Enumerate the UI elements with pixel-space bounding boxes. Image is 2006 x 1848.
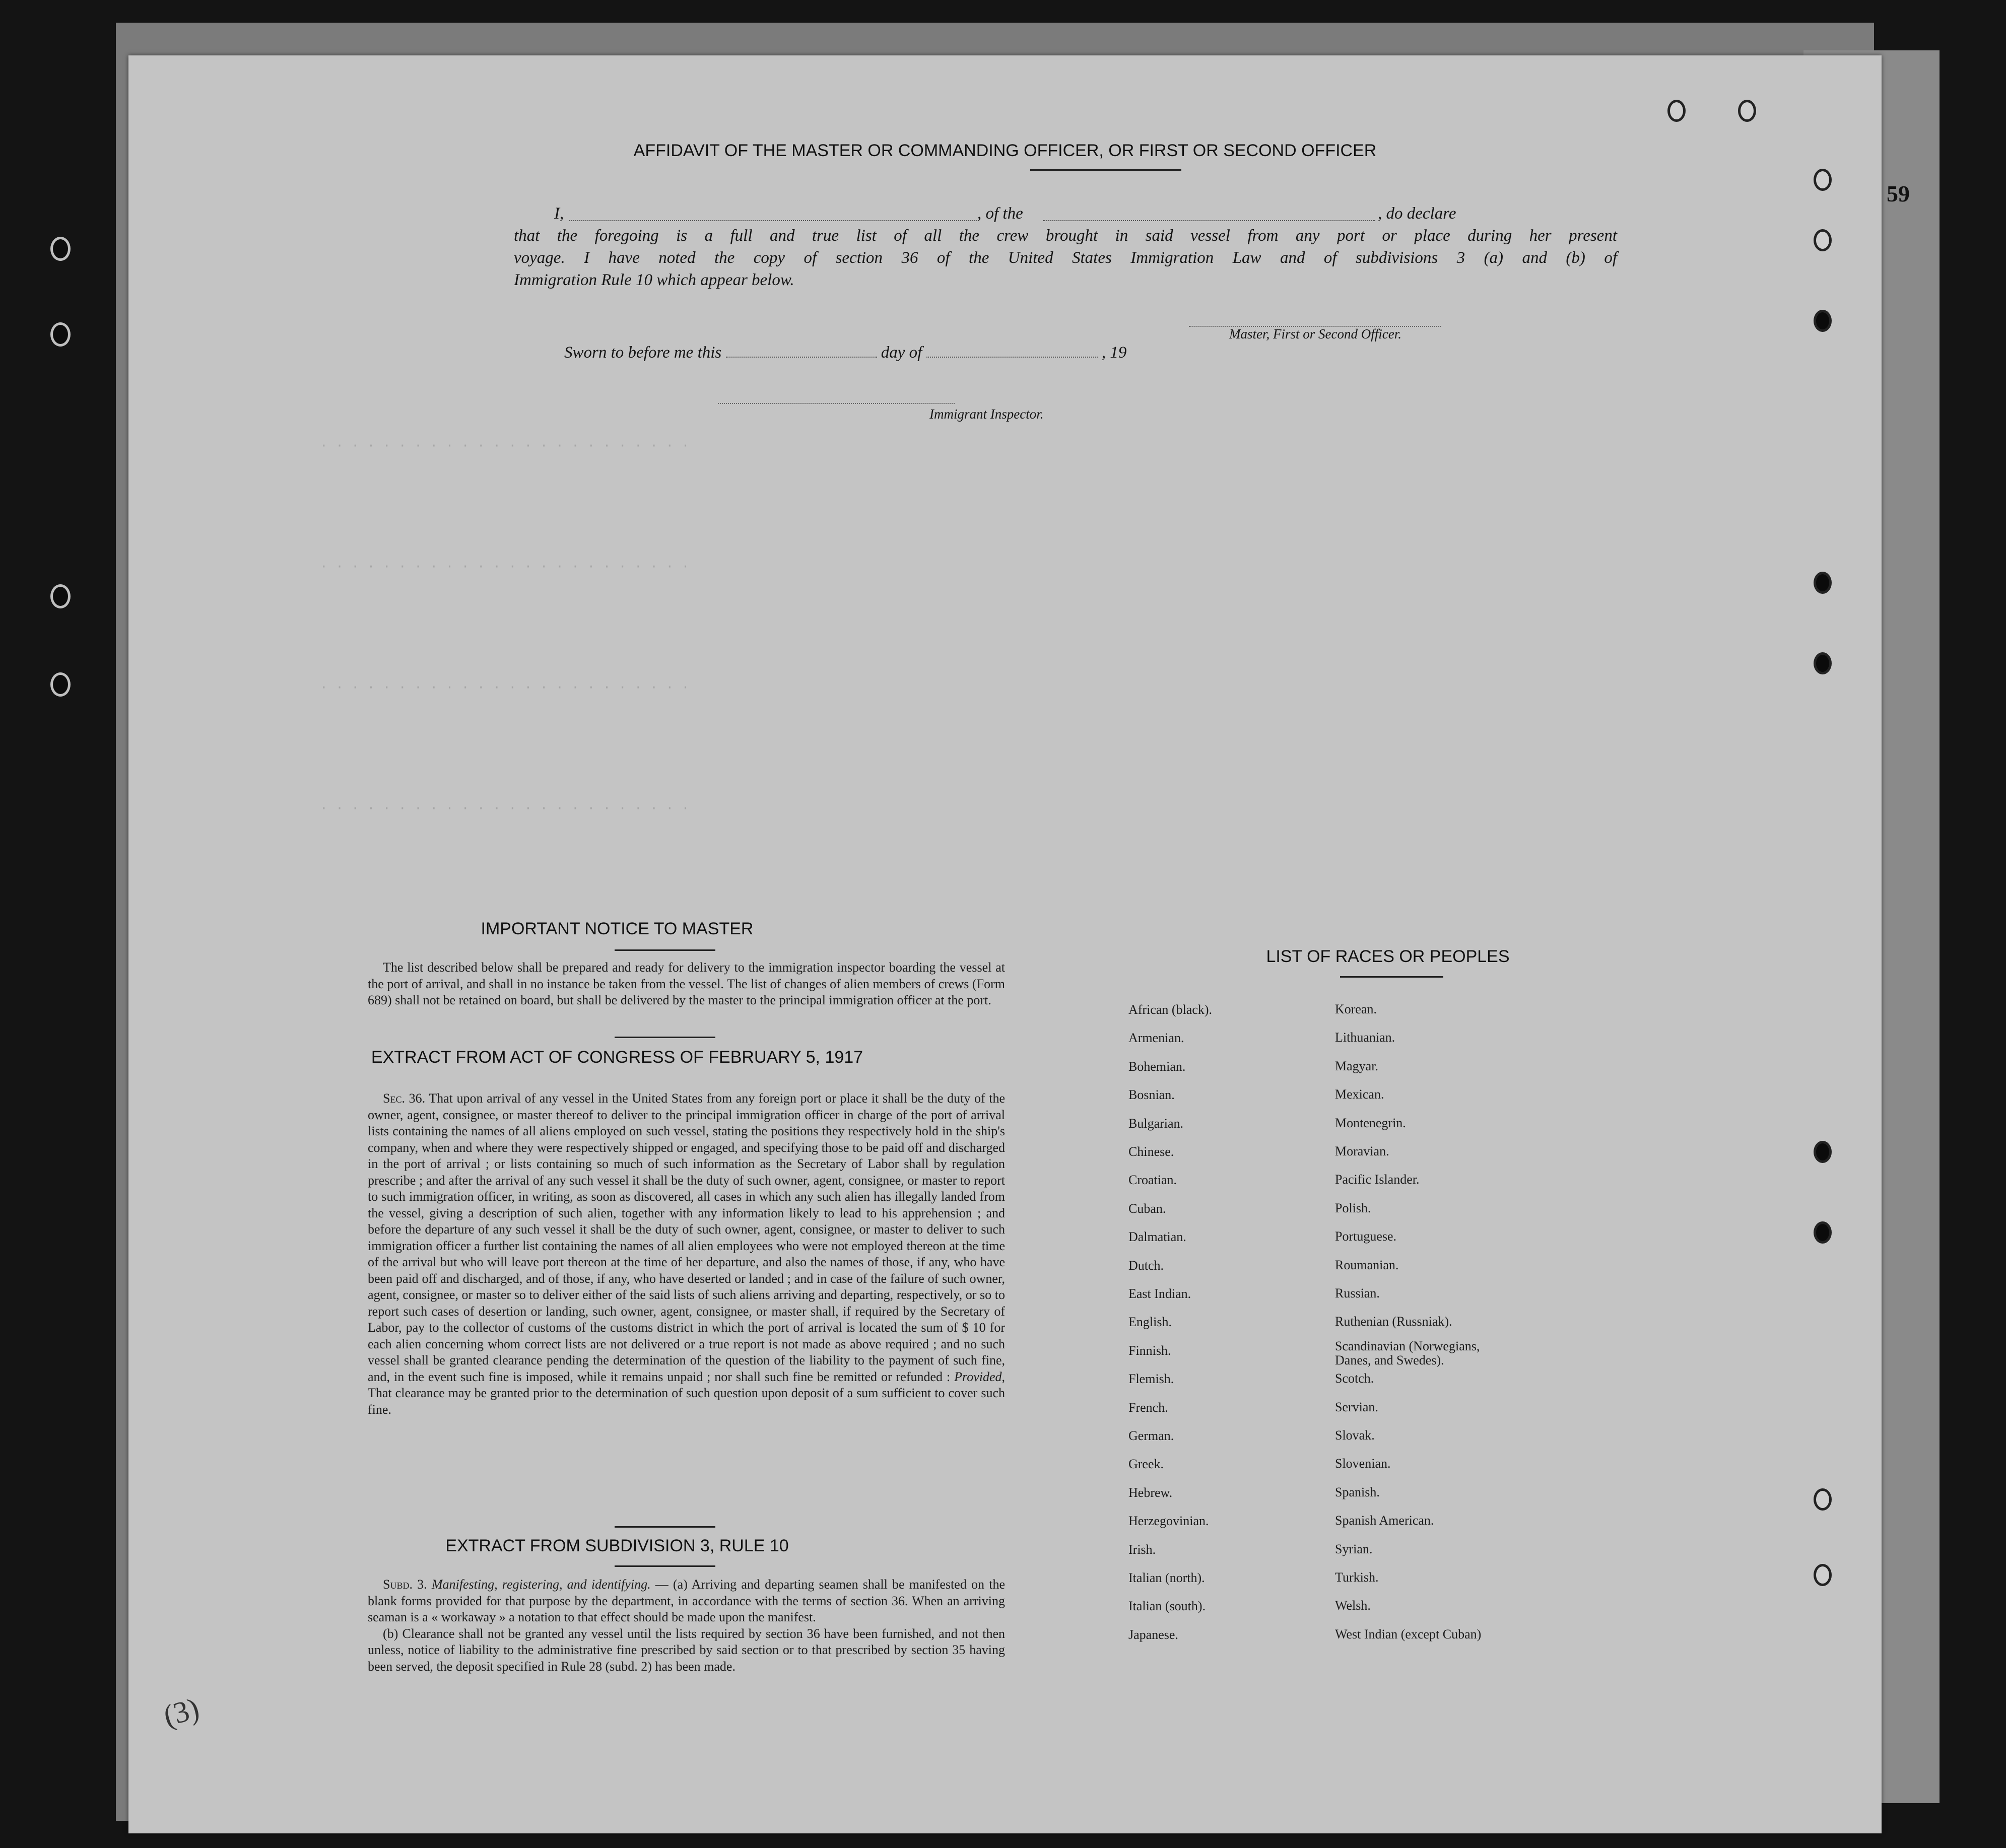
affidavit-body: [514, 202, 1617, 291]
act-extract-body: [368, 1090, 1005, 1418]
affidavit-i: I,: [554, 204, 564, 223]
race-item: Greek.: [1128, 1457, 1164, 1472]
race-item: Servian.: [1335, 1399, 1378, 1414]
binder-hole: [1814, 1564, 1832, 1586]
rule-extract-body: [368, 1577, 1005, 1675]
race-item: Pacific Islander.: [1335, 1172, 1420, 1187]
race-item: Scotch.: [1335, 1371, 1374, 1386]
race-item: Croatian.: [1128, 1173, 1177, 1188]
binder-hole: [50, 322, 71, 347]
subd-a-text: — (a) Arriving and departing seamen shall be manifested on the blank forms provided for that purpose by the department, in accordance with the terms of section 36. When an arriving seaman is a « workaway » a notation to that effect should be made upon the manifest.: [368, 1577, 1006, 1624]
binder-hole: [1738, 100, 1756, 122]
provided-label: Provided,: [954, 1369, 1006, 1384]
inspector-label: Immigrant Inspector.: [929, 406, 1044, 422]
subd-label: Subd. 3.: [383, 1577, 427, 1592]
race-item: East Indian.: [1128, 1286, 1191, 1301]
divider: [615, 1526, 715, 1528]
race-item: Dutch.: [1128, 1258, 1164, 1273]
race-item: Italian (south).: [1128, 1599, 1206, 1614]
act-extract-title: EXTRACT FROM ACT OF CONGRESS OF FEBRUARY 5, 1917: [371, 1048, 863, 1067]
race-item: Moravian.: [1335, 1144, 1389, 1158]
affidavit-line: Immigration Rule 10 which appear below.: [514, 271, 794, 289]
binder-hole: [1814, 169, 1832, 191]
race-item: Magyar.: [1335, 1058, 1378, 1073]
binder-hole: [1814, 1221, 1832, 1244]
act-text-end: That clearance may be granted prior to the determination of such question upon deposit of a sum sufficient to cover such fine.: [368, 1386, 1005, 1417]
day-blank: [726, 356, 877, 358]
race-item: Turkish.: [1335, 1570, 1379, 1585]
race-item: African (black).: [1128, 1002, 1213, 1017]
notice-body: The list described below shall be prepared and ready for delivery to the immigration inspector boarding the vessel at the port of arrival, and shall in no instance be taken from the vessel. The list of changes of alien members of crews (Form 689) shall not be retained on board, but shall be delivered by the master to the principal immigration officer at the port.: [368, 960, 1005, 1007]
month-blank: [926, 356, 1098, 358]
binder-hole: [1667, 100, 1686, 122]
act-text: That upon arrival of any vessel in the United States from any foreign port or place it shall be the duty of the owner, agent, consignee, or master thereof to deliver to the principal immigration officer in charge of the port of arrival lists containing the names of all aliens employed on such vessel, stating the positions they respectively hold in the ship's company, when and where they were respectively shipped or engaged, and specifying those to be paid off and discharged in the port of arrival ; or lists containing so much of such information as the Secretary of Labor shall by regulation prescribe ; and after the arrival of any such vessel it shall be the duty of such owner, agent, consignee, or master to report to such immigration officer, in writing, as soon as discovered, all cases in which any such alien has illegally landed from the vessel, giving a description of such alien, together with any information likely to lead to his apprehension ; and before the departure of any such vessel it shall be the duty of such owner, agent, consignee, or master to deliver to such immigration officer a further list containing the names of all alien employees who were not employed thereon at the time of the arrival but who will leave port thereon at the time of her departure, and also the names of those, if any, who have been paid off and discharged, and of those, if any, who have deserted or landed ; and in case of the failure of such owner, agent, consignee, or master so to deliver either of the said lists of such aliens arriving and departing, respectively, or so to report such cases of desertion or landing, such owner, agent, consignee, or master shall, if required by the Secretary of Labor, pay to the collector of customs of the customs district in which the port of arrival is located the sum of $ 10 for each alien concerning whom correct lists are not delivered or a true report is not made as above required ; and no such vessel shall be granted clearance pending the determination of the question of the liability to the payment of such fine, and, in the event such fine is imposed, while it remains unpaid ; nor shall such fine be remitted or refunded :: [368, 1091, 1006, 1384]
race-item: Mexican.: [1335, 1087, 1384, 1102]
race-item: Spanish American.: [1335, 1513, 1434, 1528]
subd-title: Manifesting, registering, and identifying.: [431, 1577, 651, 1592]
race-item: Hebrew.: [1128, 1485, 1173, 1500]
race-item: Bohemian.: [1128, 1059, 1186, 1074]
race-item: Spanish.: [1335, 1484, 1380, 1499]
divider: [615, 949, 715, 951]
notice-title: IMPORTANT NOTICE TO MASTER: [481, 919, 754, 938]
race-item: Polish.: [1335, 1200, 1371, 1215]
position-blank: [1043, 220, 1375, 221]
subd-b-text: (b) Clearance shall not be granted any vessel until the lists required by section 36 have been furnished, and not then unless, notice of liability to the administrative fine prescribed by said section or to that prescribed by section 35 having been served, the deposit specified in Rule 28 (subd. 2) has been made.: [368, 1626, 1005, 1674]
divider: [615, 1565, 715, 1567]
race-item: Portuguese.: [1335, 1229, 1397, 1244]
race-item: Slovak.: [1335, 1428, 1375, 1443]
race-item: Ruthenian (Russniak).: [1335, 1314, 1452, 1329]
sworn-line: [564, 341, 1219, 364]
race-item: Dalmatian.: [1128, 1229, 1186, 1245]
race-item: Slovenian.: [1335, 1456, 1391, 1471]
name-blank: [569, 220, 977, 221]
affidavit-line: voyage. I have noted the copy of section 36 of the United States Immigration Law and of subdivisions 3 (a) and (b) of: [514, 249, 1617, 267]
race-item: Welsh.: [1335, 1598, 1371, 1613]
binder-hole: [1814, 1488, 1832, 1511]
affidavit-line: that the foregoing is a full and true list of all the crew brought in said vessel from any port or place during her present: [514, 227, 1617, 245]
affidavit-declare: , do declare: [1378, 204, 1456, 223]
divider: [1340, 976, 1443, 978]
race-item: Cuban.: [1128, 1201, 1166, 1216]
race-item: Roumanian.: [1335, 1257, 1399, 1272]
inspector-signature-line: [718, 403, 955, 404]
race-item: Armenian.: [1128, 1031, 1184, 1046]
race-item: Korean.: [1335, 1002, 1377, 1016]
binder-hole: [50, 237, 71, 261]
affidavit-of-the: , of the: [977, 204, 1023, 223]
year-text: , 19: [1101, 344, 1127, 362]
race-item: German.: [1128, 1428, 1174, 1443]
race-item: Italian (north).: [1128, 1570, 1205, 1585]
document-sheet: · · · · · · · · · · · · · · · · · · · · · · · · · · · · · · · · · · · · · · · · · · · · · · · · · · · · · · · · · · · · · · · · · · · · · · · · · · · · · · · · · · · · · · · · · · · · · · · · AFFIDAVIT OF THE MASTER OR COMMANDING OFFICER, OR FIRST OR SECOND OFFICER I, , of the , do declare that the foregoing is a full and true list of all the crew brought in said vessel from any port or place during her present voyage. I have noted the copy of section 36 of the United States Immigration Law and of subdivisions 3 (a) and (b) of Immigration Rule 10 which appear below. Master, First or Second Officer. Sworn to before me this day of , 19 Immigrant Inspector. IMPORTANT NOTICE TO MASTER The list described below shall be prepared and ready for delivery to the immigration inspector boarding the vessel at the port of arrival, and shall in no instance be taken from the vessel. The list of changes of alien members of crews (Form 689) shall not be retained on board, but shall be delivered by the master to the principal immigration officer at the port. EXTRACT FROM ACT OF CONGRESS OF FEBRUARY 5, 1917 Sec. 36. That upon arrival of any vessel in the United States from any foreign port or place it shall be the duty of the owner, agent, consignee, or master thereof to deliver to the principal immigration officer in charge of the port of arrival lists containing the names of all aliens employed on such vessel, stating the positions they respectively hold in the ship's company, when and where they were respectively shipped or engaged, and specifying those to be paid off and discharged in the port of arrival ; or lists containing so much of such information as the Secretary of Labor shall by regulation prescribe ; and after the arrival of any such vessel it shall be the duty of such owner, agent, consignee, or master to report to such immigration officer, in writing, as soon as discovered, all cases in which any such alien has illegally landed from the vessel, giving a description of such alien, together with any information likely to lead to his apprehension ; and before the departure of any such vessel it shall be the duty of such owner, agent, consignee, or master to deliver to such immigration officer a further list containing the names of all alien employees who were not employed thereon at the time of the arrival but who will leave port thereon at the time of her departure, and also the names of those, if any, who have been paid off and discharged, and of those, if any, who have deserted or landed ; and in case of the failure of such owner, agent, consignee, or master so to deliver either of the said lists of such aliens arriving and departing, respectively, or so to report such cases of desertion or landing, such owner, agent, consignee, or master shall, if required by the Secretary of Labor, pay to the collector of customs of the customs district in which the port of arrival is located the sum of $ 10 for each alien concerning whom correct lists are not delivered or a true report is not made as above required ; and no such vessel shall be granted clearance pending the determination of the question of the liability to the payment of such fine, and, in the event such fine is imposed, while it remains unpaid ; nor shall such fine be remitted or refunded : Provided, That clearance may be granted prior to the determination of such question upon deposit of a sum sufficient to cover such fine. EXTRACT FROM SUBDIVISION 3, RULE 10 Subd. 3. Manifesting, registering, and identifying. — (a) Arriving and departing seamen shall be manifested on the blank forms provided for that purpose by the department, in accordance with the terms of section 36. When an arriving seaman is a « workaway » a notation to that effect should be made upon the manifest. (b) Clearance shall not be granted any vessel until the lists required by section 36 have been furnished, and not then unless, notice of liability to the administrative fine prescribed by said section or to that prescribed by section 35 having been served, the deposit specified in Rule 28 (subd. 2) has been made. LIST OF RACES OR PEOPLES African (black). Armenian. Bohemian. Bosnian. Bulgarian. Chinese. Croatian. Cuban. Dalmatian. Dutch. East Indian. English. Finnish. Flemish. French. German. Greek. Hebrew. Herzegovinian. Irish. Italian (north). Italian (south). Japanese. Korean. Lithuanian. Magyar. Mexican. Montenegrin. Moravian. Pacific Islander. Polish. Portuguese. Roumanian. Russian. Ruthenian (Russniak). Scandinavian (Norwegians, Danes, and Swedes). Scotch. Servian. Slovak. Slovenian. Spanish. Spanish American. Syrian. Turkish. Welsh. West Indian (except Cuban) (3): [128, 55, 1882, 1833]
binder-hole: [1814, 229, 1832, 251]
sworn-text: Sworn to before me this: [564, 344, 722, 362]
day-of-text: day of: [881, 344, 922, 362]
binder-hole: [1814, 310, 1832, 332]
race-item: Bosnian.: [1128, 1087, 1175, 1103]
race-item: French.: [1128, 1400, 1168, 1415]
race-item: Russian.: [1335, 1286, 1380, 1301]
race-item: Finnish.: [1128, 1343, 1171, 1358]
binder-hole: [50, 672, 71, 697]
affidavit-title: AFFIDAVIT OF THE MASTER OR COMMANDING OFFICER, OR FIRST OR SECOND OFFICER: [633, 141, 1377, 160]
binder-hole: [1814, 572, 1832, 594]
page-number: 59: [1887, 181, 1910, 207]
races-title: LIST OF RACES OR PEOPLES: [1266, 947, 1510, 966]
binder-hole: [50, 584, 71, 608]
race-item: Bulgarian.: [1128, 1116, 1184, 1131]
race-item: West Indian (except Cuban): [1335, 1626, 1482, 1641]
sec-label: Sec. 36.: [383, 1091, 426, 1106]
divider: [1030, 169, 1181, 171]
race-item: Scandinavian (Norwegians, Danes, and Swedes).: [1335, 1338, 1480, 1367]
race-item: Montenegrin.: [1335, 1115, 1406, 1130]
races-list: [1128, 1002, 1582, 1707]
race-item: Syrian.: [1335, 1541, 1373, 1556]
binder-hole: [1814, 652, 1832, 674]
race-item: Irish.: [1128, 1542, 1156, 1557]
binder-hole: [1814, 1141, 1832, 1163]
race-item: Lithuanian.: [1335, 1030, 1395, 1045]
race-item: Flemish.: [1128, 1372, 1174, 1387]
divider: [615, 1037, 715, 1038]
officer-label: Master, First or Second Officer.: [1229, 326, 1401, 341]
rule-extract-title: EXTRACT FROM SUBDIVISION 3, RULE 10: [445, 1536, 789, 1555]
race-item: English.: [1128, 1315, 1172, 1330]
race-item: Chinese.: [1128, 1144, 1174, 1159]
margin-note: (3): [160, 1691, 203, 1733]
race-item: Herzegovinian.: [1128, 1514, 1209, 1529]
race-item: Japanese.: [1128, 1627, 1178, 1642]
